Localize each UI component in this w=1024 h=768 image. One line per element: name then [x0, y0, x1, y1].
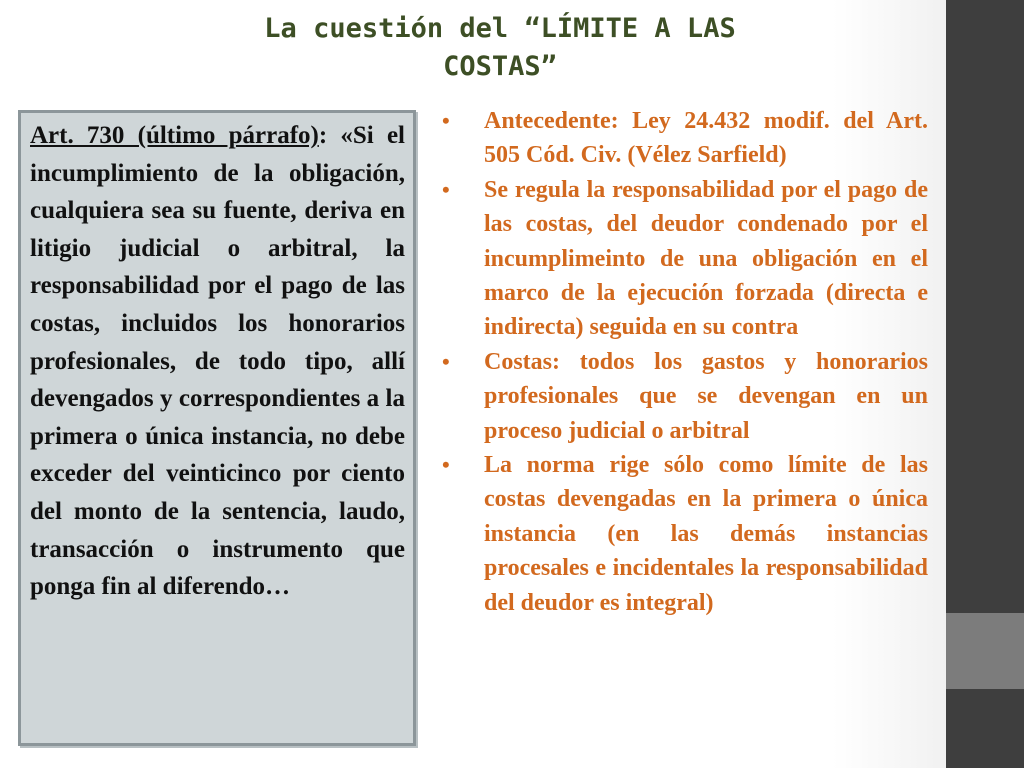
article-quote-box	[18, 110, 416, 746]
side-bar-accent	[946, 613, 1024, 689]
article-reference: Art. 730 (último párrafo)	[30, 122, 319, 149]
bullet-marker: •	[442, 176, 450, 202]
bullet-text: La norma rige sólo como límite de las costas devengadas en la primera o única instancia (en las demás instancias procesales e incidentales la responsabilidad del deudor es integral)	[484, 452, 928, 616]
bullet-item	[440, 448, 928, 620]
slide-title-line-2: COSTAS”	[443, 51, 557, 82]
bullet-text: Se regula la responsabilidad por el pago de las costas, del deudor condenado por el incumplimeinto de una obligación en el marco de la ejecución forzada (directa e indirecta) seguida en su contra	[484, 176, 928, 341]
bullet-text: Antecedente: Ley 24.432 modif. del Art. 505 Cód. Civ. (Vélez Sarfield)	[484, 108, 928, 169]
slide-title-line-1: La cuestión del “LÍMITE A LAS	[264, 13, 736, 44]
bullet-text: Costas: todos los gastos y honorarios profesionales que se devengan en un proceso judicial o arbitral	[484, 348, 928, 444]
bullet-marker: •	[442, 108, 450, 133]
article-body: «Si el incumplimiento de la obligación, cualquiera sea su fuente, deriva en litigio judicial o arbitral, la responsabilidad por el pago de las costas, incluidos los honorarios profesionales, de todo tipo, allí devengados y correspondientes a la primera o única instancia, no debe exceder del veinticinco por ciento del monto de la sentencia, laudo, transacción o instrumento que ponga fin al diferendo…	[30, 122, 405, 601]
bullet-list	[440, 104, 928, 620]
bullet-item	[440, 345, 928, 448]
bullet-marker: •	[442, 348, 450, 374]
bullet-item	[440, 104, 928, 173]
slide-title	[220, 10, 780, 86]
bullet-marker: •	[442, 452, 450, 478]
bullet-item	[440, 173, 928, 345]
article-reference-colon: :	[318, 122, 328, 149]
article-text	[30, 117, 405, 606]
